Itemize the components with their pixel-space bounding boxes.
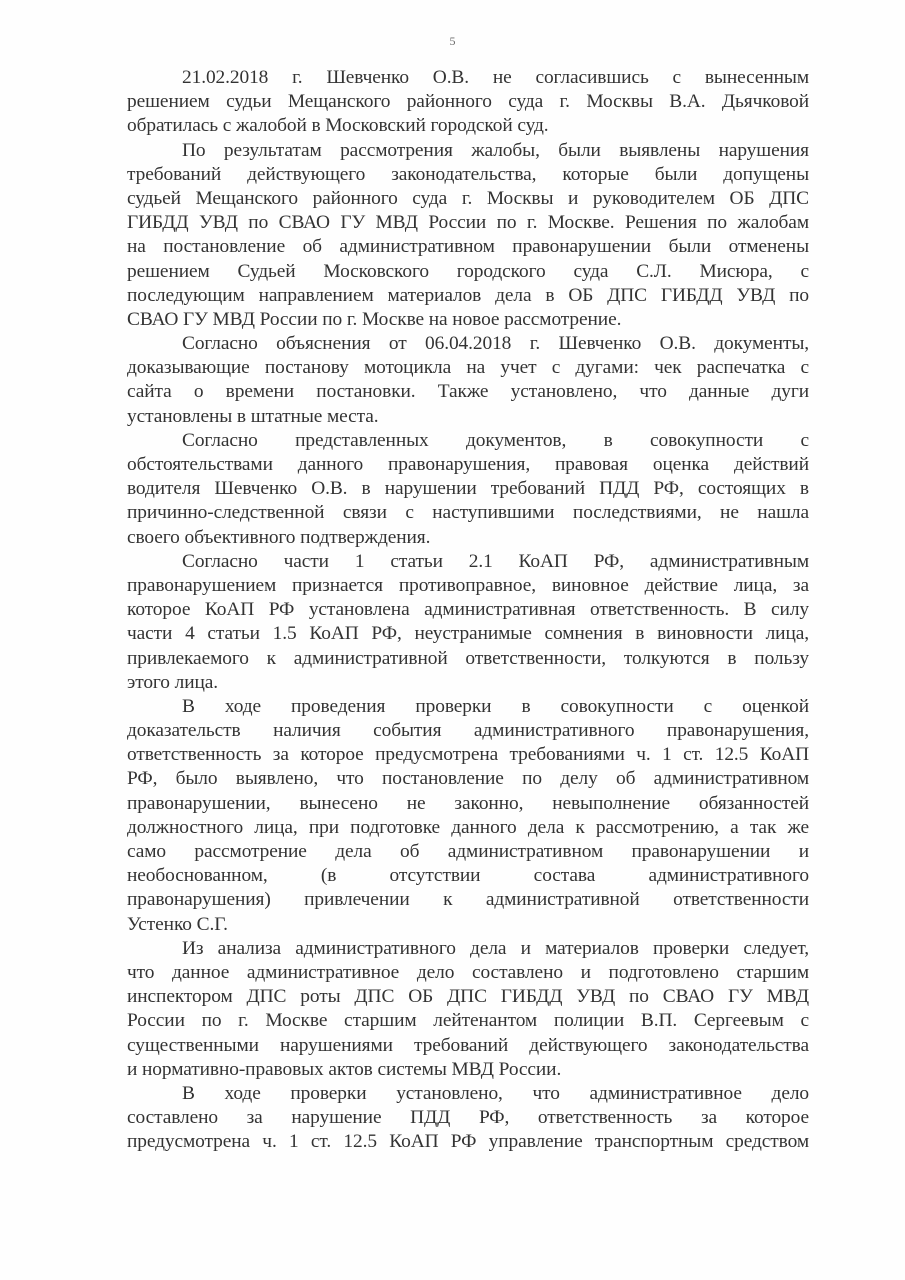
- text-line: само рассмотрение дела об административном правонарушении и: [127, 841, 809, 862]
- text-line: что данное административное дело составлено и подготовлено старшим: [127, 961, 809, 983]
- paragraph: [127, 937, 809, 1082]
- page-number: 5: [449, 34, 456, 48]
- text-line: предусмотрена ч. 1 ст. 12.5 КоАП РФ управление транспортным средством: [127, 1131, 809, 1153]
- text-line: и нормативно-правовых актов системы МВД России.: [127, 1058, 562, 1080]
- paragraph: [127, 139, 809, 333]
- text-line: Из анализа административного дела и материалов проверки следует,: [182, 937, 809, 959]
- text-line: правонарушением признается противоправное, виновное действие лица, за: [127, 574, 809, 596]
- text-line: РФ, было выявлено, что постановление по делу об административном: [127, 768, 809, 790]
- text-line: Устенко С.Г.: [127, 913, 228, 935]
- text-line: существенными нарушениями требований действующего законодательства: [127, 1034, 809, 1056]
- text-line: последующим направлением материалов дела в ОБ ДПС ГИБДД УВД по: [127, 284, 809, 306]
- text-line: требований действующего законодательства, которые были допущены: [127, 163, 809, 185]
- text-line: решением Судьей Московского городского суда С.Л. Мисюра, с: [127, 260, 809, 282]
- text-line: должностного лица, при подготовке данного дела к рассмотрению, а так же: [127, 816, 809, 838]
- text-line: решением судьи Мещанского районного суда г. Москвы В.А. Дьячковой: [127, 91, 809, 113]
- text-line: на постановление об административном правонарушении были отменены: [127, 236, 809, 258]
- paragraph: [127, 429, 809, 550]
- text-line: причинно-следственной связи с наступившими последствиями, не нашла: [127, 502, 809, 524]
- paragraph: [127, 66, 809, 139]
- text-line: привлекаемого к административной ответственности, толкуются в пользу: [127, 647, 809, 669]
- text-line: В ходе проведения проверки в совокупности с оценкой: [182, 695, 809, 717]
- text-line: Согласно объяснения от 06.04.2018 г. Шевченко О.В. документы,: [182, 333, 809, 355]
- text-line: доказательств наличия события административного правонарушения,: [127, 720, 809, 742]
- paragraph: [127, 550, 809, 695]
- text-line: этого лица.: [127, 671, 219, 693]
- text-line: инспектором ДПС роты ДПС ОБ ДПС ГИБДД УВД по СВАО ГУ МВД: [127, 986, 809, 1008]
- text-line: части 4 статьи 1.5 КоАП РФ, неустранимые сомнения в виновности лица,: [127, 623, 809, 645]
- text-line: водителя Шевченко О.В. в нарушении требований ПДД РФ, состоящих в: [127, 478, 809, 500]
- text-line: 21.02.2018 г. Шевченко О.В. не согласившись с вынесенным: [182, 67, 809, 88]
- text-line: которое КоАП РФ установлена административная ответственность. В силу: [127, 599, 809, 621]
- paragraph: [127, 332, 809, 429]
- document-body: [127, 66, 809, 1154]
- text-line: ГИБДД УВД по СВАО ГУ МВД России по г. Москве. Решения по жалобам: [127, 212, 809, 234]
- text-line: По результатам рассмотрения жалобы, были выявлены нарушения: [182, 139, 809, 161]
- paragraph: [127, 695, 809, 937]
- text-line: обстоятельствами данного правонарушения, правовая оценка действий: [127, 454, 809, 475]
- text-line: Согласно представленных документов, в совокупности с: [182, 429, 809, 451]
- text-line: доказывающие постанову мотоцикла на учет с дугами: чек распечатка с: [127, 357, 809, 379]
- text-line: Согласно части 1 статьи 2.1 КоАП РФ, административным: [182, 550, 809, 572]
- text-line: правонарушения) привлечении к административной ответственности: [127, 889, 809, 911]
- text-line: СВАО ГУ МВД России по г. Москве на новое рассмотрение.: [127, 308, 622, 330]
- text-line: своего объективного подтверждения.: [127, 526, 431, 548]
- text-line: сайта о времени постановки. Также установлено, что данные дуги: [127, 381, 809, 403]
- text-line: установлены в штатные места.: [127, 405, 379, 427]
- text-line: В ходе проверки установлено, что административное дело: [182, 1082, 809, 1104]
- text-line: России по г. Москве старшим лейтенантом полиции В.П. Сергеевым с: [127, 1010, 809, 1032]
- text-line: составлено за нарушение ПДД РФ, ответственность за которое: [127, 1107, 809, 1129]
- text-line: обратилась с жалобой в Московский городской суд.: [127, 115, 549, 137]
- text-line: необоснованном, (в отсутствии состава административного: [127, 865, 809, 887]
- text-line: правонарушении, вынесено не законно, невыполнение обязанностей: [127, 792, 809, 814]
- paragraph: [127, 1082, 809, 1155]
- text-line: судьей Мещанского районного суда г. Москвы и руководителем ОБ ДПС: [127, 187, 809, 209]
- text-line: ответственность за которое предусмотрена требованиями ч. 1 ст. 12.5 КоАП: [127, 744, 809, 766]
